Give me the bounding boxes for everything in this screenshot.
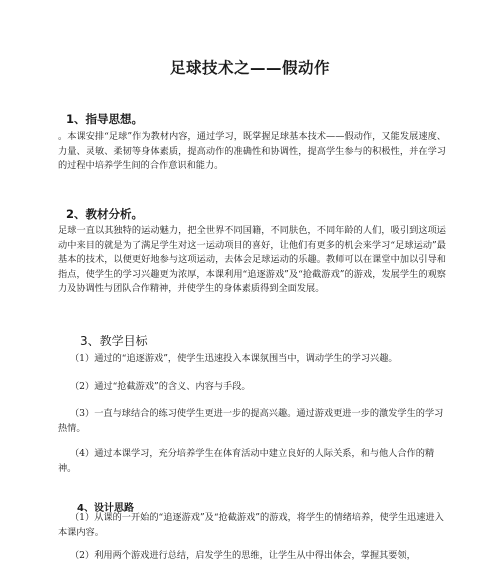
design-idea-item: （1）从课的一开始的“追逐游戏”及“抢截游戏”的游戏，将学生的情绪培养，使学生迅速进入本课内容。 — [58, 512, 444, 538]
section-heading-material-analysis: 2、教材分析。 — [66, 207, 144, 221]
teaching-goal-item: （1）通过的“追逐游戏”，使学生迅速投入本课氛围当中，调动学生的学习兴趣。 — [70, 353, 398, 364]
section-body-guiding-thought: 。本课安排“足球”作为教材内容，通过学习，既掌握足球基本技术——假动作，又能发展速度、力量、灵敏、柔韧等身体素质，提高动作的准确性和协调性，提高学生参与的积极性，并在学习的过程中培养学生间的合作意识和能力。 — [58, 131, 446, 171]
design-idea-item: （2）利用两个游戏进行总结，启发学生的思维，让学生从中得出体会，掌握其要领， — [70, 550, 416, 561]
section-body-material-analysis: 足球一直以其独特的运动魅力，把全世界不同国籍，不同肤色，不同年龄的人们，吸引到这项运动中来目的就是为了满足学生对这一运动项目的喜好，让他们有更多的机会来学习“足球运动”最基本的技术，以便更好地参与这项运动，去体会足球运动的乐趣。教师可以在课堂中加以引导和指点，使学生的学习兴趣更为浓厚，本课利用“追逐游戏”及“抢截游戏”的游戏，发展学生的观察力及协调性与团队合作精神，并使学生的身体素质得到全面发展。 — [58, 225, 446, 294]
section-heading-design-ideas: 4、设计思路 — [77, 503, 134, 514]
section-heading-guiding-thought: 1、指导思想。 — [66, 112, 144, 126]
document-title: 足球技术之——假动作 — [169, 59, 330, 77]
teaching-goal-item: （4）通过本课学习，充分培养学生在体育活动中建立良好的人际关系，和与他人合作的精神。 — [58, 448, 435, 474]
section-heading-teaching-goals: 3、教学目标 — [80, 334, 148, 348]
teaching-goal-item: （3）一直与球结合的练习使学生更进一步的提高兴趣。通过游戏更进一步的激发学生的学习热情。 — [58, 408, 444, 434]
teaching-goal-item: （2）通过“抢截游戏”的含义、内容与手段。 — [70, 381, 251, 392]
